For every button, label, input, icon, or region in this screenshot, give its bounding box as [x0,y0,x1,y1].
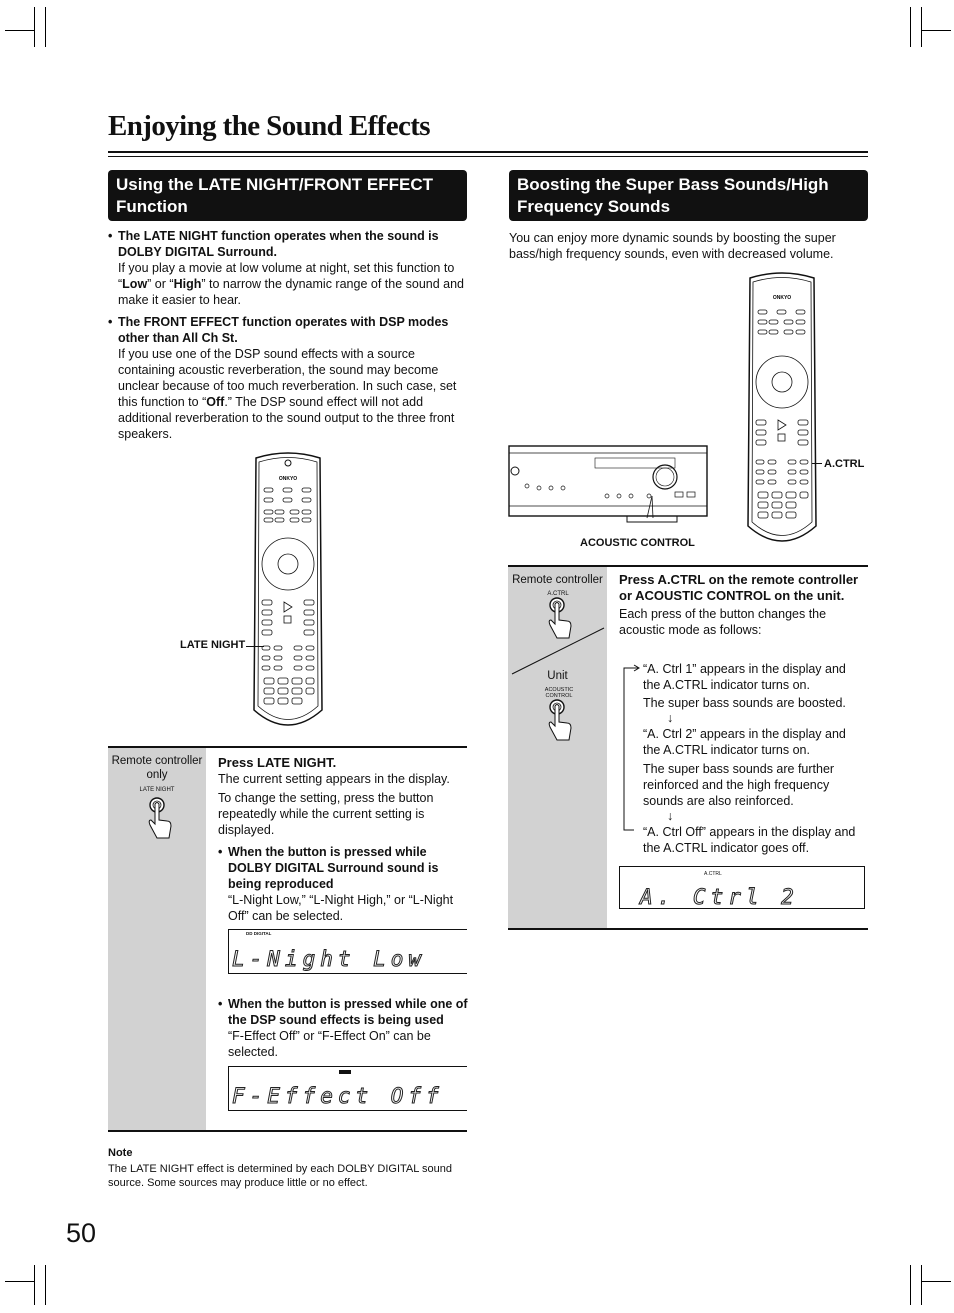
arrow-down-icon: ↓ [667,711,674,725]
late-night-step [218,754,466,924]
heading-line: Using the LATE NIGHT/FRONT EFFECT [116,175,433,194]
callout-line [246,646,264,647]
bullet-body: If you use one of the DSP sound effects with a source containing acoustic reverberation, the sound may become unclear because of too much reverberation. In such case, set this function to “Off.” The DSP sound effect will not add additional reverberation to the sound output to the three front speakers. [118,347,457,441]
dolby-digital-indicator: DD DIGITAL [246,931,272,936]
mode-1-effect: The super bass sounds are boosted. [643,696,846,710]
crop-mark [5,1281,35,1282]
bullet-body: If you play a movie at low volume at night, set this function to “Low” or “High” to narrow the dynamic range of the sound and make it easier to hear. [118,261,465,307]
bullet-heading: • The LATE NIGHT function operates when the sound is DOLBY DIGITAL Surround. [118,229,439,259]
mode-2-effect: The super bass sounds are further reinforced and the high frequency sounds are also reinforced. [643,762,835,808]
remote-controller-label: Remote controller [512,574,603,586]
title-rule-thin [108,156,868,157]
lcd-display-front-effect [228,1066,467,1111]
note-title: Note [108,1147,133,1159]
callout-line [812,463,822,464]
crop-mark [921,1265,922,1305]
heading-line: Function [116,197,188,216]
heading-line: Frequency Sounds [517,197,671,216]
crop-mark [921,1281,951,1282]
step-title: Press A.CTRL on the remote controller or ACOUSTIC CONTROL on the unit. [619,572,859,603]
sub-bullet [218,844,466,924]
lcd-text: F-Effect Off [232,1084,444,1108]
remote-controller-illustration [744,270,820,552]
mode-1-text: “A. Ctrl 1” appears in the display and the A.CTRL indicator turns on. [643,662,846,692]
callout-late-night: LATE NIGHT [180,639,246,651]
receiver-unit-illustration [507,444,709,526]
remote-only-label: Remote controller only [111,755,203,781]
heading-line: Boosting the Super Bass Sounds/High [517,175,829,194]
crop-mark [921,30,951,31]
bullet-late-night [108,228,466,308]
page-title: Enjoying the Sound Effects [108,110,430,142]
sub-bullet-heading: • When the button is pressed while DOLBY DIGITAL Surround sound is being reproduced [228,845,439,891]
section-heading-late-night [108,170,467,221]
step-title: Press LATE NIGHT. [218,755,337,770]
step-rule-bottom [108,1130,467,1132]
acoustic-control-button-label: ACOUSTIC CONTROL [544,687,574,699]
crop-mark [45,7,46,47]
remote-controller-illustration [250,450,326,736]
sub-bullet [218,996,476,1060]
brand-logo: ONKYO [278,476,298,482]
acoustic-intro: You can enjoy more dynamic sounds by boosting the super bass/high frequency sounds, even with decreased volume. [509,231,836,261]
crop-mark [910,1265,911,1305]
title-rule [108,151,868,153]
mode-2-text: “A. Ctrl 2” appears in the display and the A.CTRL indicator turns on. [643,727,846,757]
lcd-display-a-ctrl [619,866,865,909]
crop-mark [45,1265,46,1305]
cycle-bracket [620,662,644,836]
sub-bullet-heading: • When the button is pressed while one of the DSP sound effects is being used [228,997,468,1027]
lcd-text: L-Night Low [232,947,427,971]
section-heading-acoustic [509,170,868,221]
crop-mark [921,7,922,47]
callout-acoustic-control: ACOUSTIC CONTROL [580,537,695,549]
a-ctrl-indicator: A.CTRL [704,871,722,877]
crop-mark [34,1265,35,1305]
press-hand-icon [544,698,574,744]
brand-logo: ONKYO [772,295,792,301]
late-night-button-label: LATE NIGHT [139,787,175,793]
sub-bullet-body: “F-Effect Off” or “F-Effect On” can be selected. [228,1029,431,1059]
lcd-text: A. Ctrl 2 [640,885,799,909]
note-text: The LATE NIGHT effect is determined by each DOLBY DIGITAL sound source. Some sources may produce little or no effect. [108,1163,453,1189]
crop-mark [34,7,35,47]
bullet-front-effect [108,314,466,442]
acoustic-step [619,572,867,638]
mode-off-text: “A. Ctrl Off” appears in the display and the A.CTRL indicator goes off. [643,825,856,855]
arrow-down-icon: ↓ [667,809,674,823]
indicator-icon [339,1070,351,1074]
page-number: 50 [66,1218,97,1248]
press-hand-icon [144,796,174,842]
step-text: To change the setting, press the button repeatedly while the current setting is displayed. [218,791,434,837]
callout-a-ctrl: A.CTRL [824,458,865,470]
sub-bullet-body: “L-Night Low,” “L-Night High,” or “L-Night Off” can be selected. [228,893,454,923]
late-night-bullets [108,228,466,442]
step-rule-bottom [508,928,868,930]
a-ctrl-button-label: A.CTRL [547,591,569,597]
crop-mark [5,30,35,31]
step-text: Each press of the button changes the acoustic mode as follows: [619,607,827,637]
step-text: The current setting appears in the display. [218,772,450,786]
lcd-display-late-night [228,929,467,974]
unit-label: Unit [547,670,568,682]
crop-mark [910,7,911,47]
bullet-heading: • The FRONT EFFECT function operates with DSP modes other than All Ch St. [118,315,449,345]
acoustic-mode-list [643,661,865,856]
